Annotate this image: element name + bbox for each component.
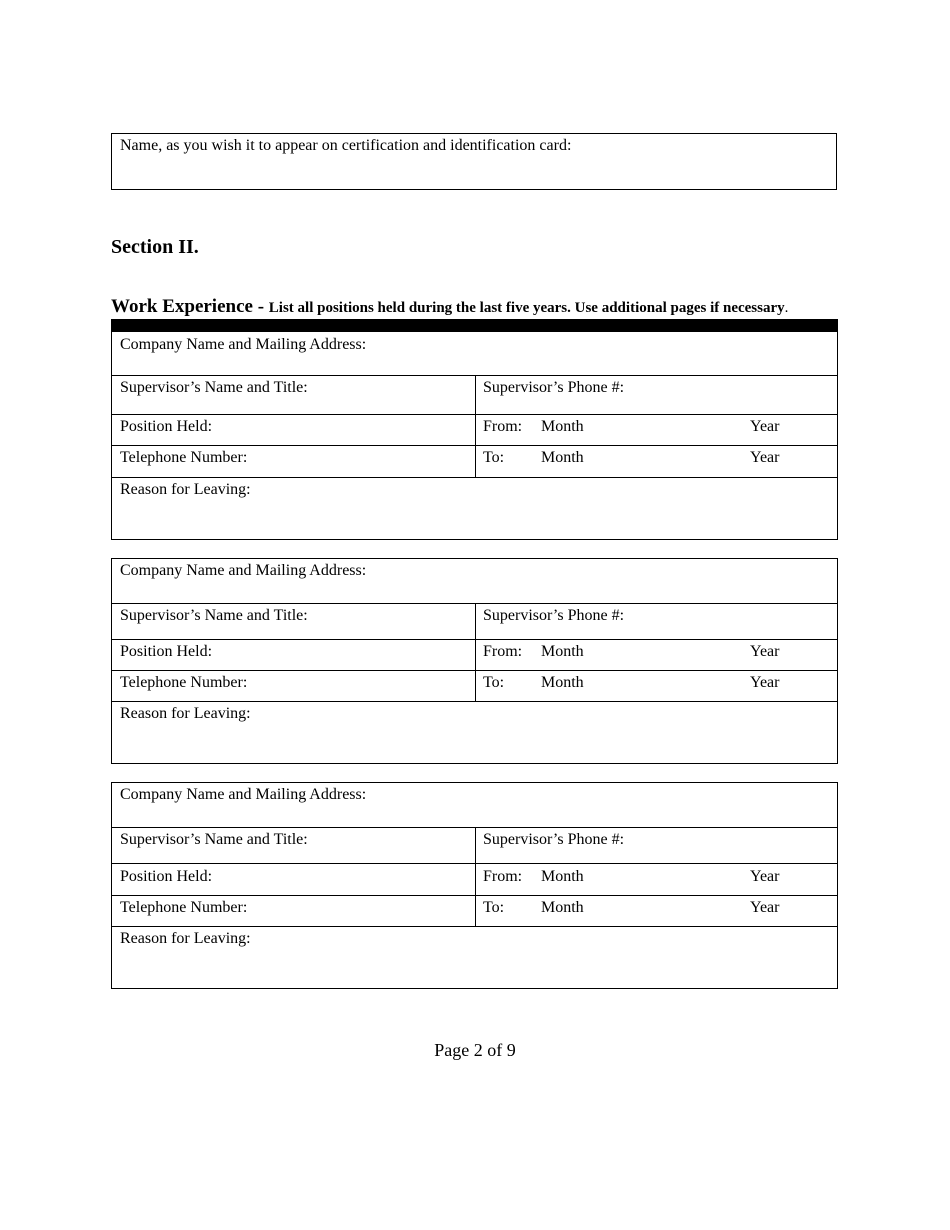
column-divider <box>475 603 476 701</box>
divider <box>112 670 837 671</box>
company-label: Company Name and Mailing Address: <box>120 562 367 579</box>
supervisor-phone-label: Supervisor’s Phone #: <box>483 379 625 396</box>
divider <box>112 477 837 478</box>
to-label: To: <box>483 899 505 916</box>
from-label: From: <box>483 418 523 435</box>
work-experience-instructions: List all positions held during the last five years. Use additional pages if necessary <box>268 300 785 316</box>
from-label: From: <box>483 643 523 660</box>
supervisor-phone-label: Supervisor’s Phone #: <box>483 831 625 848</box>
to-year-label: Year <box>750 674 780 691</box>
from-label: From: <box>483 868 523 885</box>
from-year-label: Year <box>750 418 780 435</box>
work-experience-heading <box>111 296 788 318</box>
name-field-box[interactable] <box>111 133 837 190</box>
to-label: To: <box>483 449 505 466</box>
divider <box>112 445 837 446</box>
telephone-label: Telephone Number: <box>120 899 248 916</box>
to-month-label: Month <box>541 899 584 916</box>
from-month-label: Month <box>541 418 584 435</box>
page-number: Page 2 of 9 <box>434 1040 516 1060</box>
work-entry-1 <box>111 331 838 540</box>
to-month-label: Month <box>541 449 584 466</box>
divider <box>112 639 837 640</box>
supervisor-phone-label: Supervisor’s Phone #: <box>483 607 625 624</box>
work-entry-2 <box>111 558 838 764</box>
position-label: Position Held: <box>120 418 213 435</box>
from-month-label: Month <box>541 868 584 885</box>
from-year-label: Year <box>750 868 780 885</box>
divider <box>112 895 837 896</box>
heading-bar <box>111 319 838 331</box>
to-year-label: Year <box>750 449 780 466</box>
from-month-label: Month <box>541 643 584 660</box>
supervisor-label: Supervisor’s Name and Title: <box>120 379 308 396</box>
work-entry-3 <box>111 782 838 989</box>
supervisor-label: Supervisor’s Name and Title: <box>120 831 308 848</box>
reason-label: Reason for Leaving: <box>120 705 251 722</box>
divider <box>112 863 837 864</box>
name-field-label: Name, as you wish it to appear on certification and identification card: <box>120 137 572 154</box>
company-label: Company Name and Mailing Address: <box>120 786 367 803</box>
divider <box>112 926 837 927</box>
reason-label: Reason for Leaving: <box>120 930 251 947</box>
to-month-label: Month <box>541 674 584 691</box>
divider <box>112 701 837 702</box>
position-label: Position Held: <box>120 868 213 885</box>
position-label: Position Held: <box>120 643 213 660</box>
telephone-label: Telephone Number: <box>120 449 248 466</box>
section-title: Section II. <box>111 236 199 258</box>
company-label: Company Name and Mailing Address: <box>120 336 367 353</box>
column-divider <box>475 827 476 926</box>
supervisor-label: Supervisor’s Name and Title: <box>120 607 308 624</box>
work-experience-period: . <box>784 300 789 316</box>
telephone-label: Telephone Number: <box>120 674 248 691</box>
divider <box>112 414 837 415</box>
work-experience-title: Work Experience - <box>111 296 269 317</box>
to-year-label: Year <box>750 899 780 916</box>
to-label: To: <box>483 674 505 691</box>
from-year-label: Year <box>750 643 780 660</box>
reason-label: Reason for Leaving: <box>120 481 251 498</box>
column-divider <box>475 375 476 477</box>
